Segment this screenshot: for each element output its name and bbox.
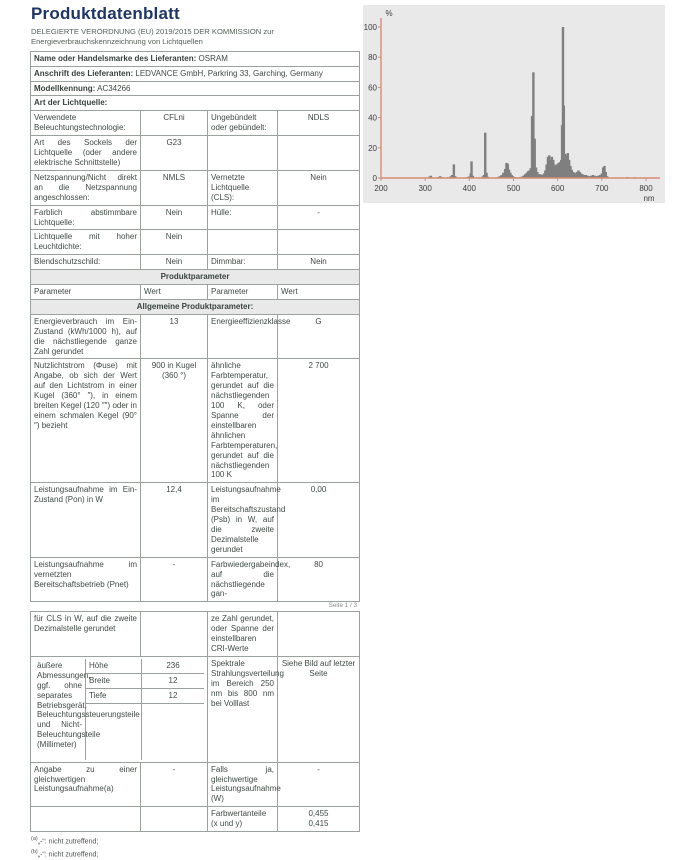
model-cell	[31, 81, 360, 96]
dimensions-row	[31, 656, 360, 762]
chromaticity-y: 0,415	[308, 819, 329, 829]
dimension-value: 236	[142, 659, 204, 674]
param-value: 2 700	[278, 359, 360, 483]
svg-text:20: 20	[368, 143, 377, 153]
section-type-row	[31, 96, 360, 111]
param-value	[141, 612, 208, 657]
table-row	[31, 762, 360, 807]
param-label: Leistungsaufnahme im vernetzten Bereitschaftsbetrieb (Pnet)	[31, 557, 141, 602]
param-value: Nein	[141, 205, 208, 230]
subtitle-line-2: Energieverbrauchskennzeichnung von Lichtquellen	[31, 36, 203, 46]
address-value: LEDVANCE GmbH, Parkring 33, Garching, Germany	[135, 68, 323, 78]
column-header: Parameter	[31, 285, 141, 300]
table-row	[31, 314, 360, 359]
spectral-value: Siehe Bild auf letzter Seite	[278, 656, 360, 762]
svg-text:200: 200	[374, 184, 388, 193]
table-row	[31, 612, 360, 657]
svg-text:300: 300	[418, 184, 432, 193]
param-label: Energieeffizienzklasse	[208, 314, 278, 359]
param-label: Farbwertanteile (x und y)	[208, 807, 278, 832]
param-value: CFLni	[141, 111, 208, 136]
dimension-name: Breite	[86, 674, 142, 689]
param-value: 12,4	[141, 483, 208, 557]
param-label	[208, 136, 278, 171]
svg-text:600: 600	[550, 184, 565, 193]
empty-cell	[141, 807, 208, 832]
svg-text:nm: nm	[643, 194, 655, 203]
param-label: Hülle:	[208, 205, 278, 230]
empty-cell	[31, 807, 141, 832]
section-type-cell	[31, 96, 360, 111]
param-label: Blendschutzschild:	[31, 255, 141, 270]
param-value	[278, 230, 360, 255]
dimensions-label: äußere Abmessungen, ggf. ohne separates Betriebsgerät, Beleuchtungssteuerungsteile und Nicht-Beleuchtungsteile (Millimeter)	[34, 659, 86, 760]
spectrum-svg	[363, 5, 665, 203]
column-header: Parameter	[208, 285, 278, 300]
param-value: 80	[278, 557, 360, 602]
param-value: -	[278, 762, 360, 807]
datasheet-table-page2	[30, 611, 360, 832]
dimension-name: Tiefe	[86, 689, 142, 704]
param-label: Angabe zu einer gleichwertigen Leistungsaufnahme(a)	[31, 762, 141, 807]
param-value: 13	[141, 314, 208, 359]
section-general-band: Allgemeine Produktparameter:	[31, 299, 360, 314]
supplier-row	[31, 51, 360, 66]
section-general-row	[31, 299, 360, 314]
param-value: Nein	[278, 255, 360, 270]
column-header: Wert	[278, 285, 360, 300]
param-label: ähnliche Farbtemperatur, gerundet auf die nächstliegenden 100 K, oder Spanne der einstellbaren ähnlichen Farbtemperaturen, gerundet auf die nächstliegenden 100 K	[208, 359, 278, 483]
param-value: -	[141, 762, 208, 807]
param-value: Nein	[141, 230, 208, 255]
param-label: Leistungsaufnahme im Bereitschaftszustand (Psb) in W, auf die zweite Dezimalstelle gerundet	[208, 483, 278, 557]
regulation-subtitle	[31, 27, 359, 47]
spectral-label: Spektrale Strahlungsverteilung im Bereich 250 nm bis 800 nm bei Volllast	[208, 656, 278, 762]
footnote-a-text: „-“: nicht zutreffend;	[37, 838, 99, 846]
svg-text:80: 80	[368, 53, 377, 63]
footnote-a	[31, 835, 359, 848]
model-label: Modellkennung:	[34, 83, 96, 93]
svg-text:%: %	[385, 9, 393, 18]
section-param-band: Produktparameter	[31, 270, 360, 285]
param-label: Falls ja, gleichwertige Leistungsaufnahme (W)	[208, 762, 278, 807]
address-cell	[31, 66, 360, 81]
svg-text:60: 60	[368, 83, 377, 93]
chromaticity-values	[278, 807, 360, 832]
param-value: G	[278, 314, 360, 359]
param-value: NMLS	[141, 170, 208, 205]
dimension-value: 12	[142, 689, 204, 704]
model-value: AC34266	[97, 83, 131, 93]
param-value: 900 in Kugel (360 °)	[141, 359, 208, 483]
dimensions-filler	[86, 704, 142, 760]
footnote-b-text: „-“: nicht zutreffend;	[37, 850, 99, 858]
page-break	[30, 602, 359, 611]
footnote-b	[31, 848, 359, 860]
table-row	[31, 359, 360, 483]
svg-text:0: 0	[372, 174, 377, 183]
footnote-a-marker: (a)	[31, 836, 38, 843]
table-row	[31, 255, 360, 270]
dimension-value: 12	[142, 674, 204, 689]
param-value: Nein	[278, 170, 360, 205]
param-label: für CLS in W, auf die zweite Dezimalstelle gerundet	[31, 612, 141, 657]
dimension-name: Höhe	[86, 659, 142, 674]
svg-text:400: 400	[462, 184, 477, 193]
param-head-row	[31, 285, 360, 300]
dimensions-filler	[142, 704, 204, 760]
table-row	[31, 483, 360, 557]
address-label: Anschrift des Lieferanten:	[34, 68, 134, 78]
supplier-label: Name oder Handelsmarke des Lieferanten:	[34, 53, 197, 63]
param-value	[278, 612, 360, 657]
param-value: NDLS	[278, 111, 360, 136]
param-label	[208, 230, 278, 255]
section-type-label: Art der Lichtquelle:	[34, 98, 108, 108]
param-label: Leistungsaufnahme im Ein-Zustand (Pon) in W	[31, 483, 141, 557]
datasheet-table-page1	[30, 51, 360, 603]
param-value: -	[278, 205, 360, 230]
param-label: Farbwiedergabeindex, auf die nächstliegende gan-	[208, 557, 278, 602]
table-row	[31, 557, 360, 602]
footnote-b-marker: (b)	[31, 848, 38, 855]
page-number: Seite 1 / 3	[328, 602, 357, 610]
param-value: G23	[141, 136, 208, 171]
param-label: Lichtquelle mit hoher Leuchtdichte:	[31, 230, 141, 255]
svg-text:40: 40	[368, 113, 377, 123]
section-param-row	[31, 270, 360, 285]
svg-text:800: 800	[639, 184, 653, 193]
svg-text:700: 700	[595, 184, 609, 193]
param-label: Verwendete Beleuchtungstechnologie:	[31, 111, 141, 136]
param-label: Energieverbrauch im Ein-Zustand (kWh/1000 h), auf die nächstliegende ganze Zahl gerundet	[31, 314, 141, 359]
param-label: Netzspannung/Nicht direkt an die Netzspannung angeschlossen:	[31, 170, 141, 205]
dimensions-cell	[31, 656, 208, 762]
param-label: ze Zahl gerundet, oder Spanne der einstellbaren CRI-Werte	[208, 612, 278, 657]
param-label: Dimmbar:	[208, 255, 278, 270]
dimensions-grid	[34, 659, 204, 760]
table-row	[31, 230, 360, 255]
table-row	[31, 170, 360, 205]
svg-text:500: 500	[506, 184, 521, 193]
address-row	[31, 66, 360, 81]
supplier-value: OSRAM	[198, 53, 228, 63]
param-label: Nutzlichtstrom (Φuse) mit Angabe, ob sich der Wert auf den Lichtstrom in einer Kugel (360° ″), in einem breiten Kegel (120 ″″) oder in einem schmalen Kegel (90° ″) bezieht	[31, 359, 141, 483]
param-value	[278, 136, 360, 171]
chromaticity-x: 0,455	[308, 809, 329, 819]
param-label: Farblich abstimmbare Lichtquelle:	[31, 205, 141, 230]
table-row	[31, 205, 360, 230]
table-row	[31, 111, 360, 136]
param-label: Art des Sockels der Lichtquelle (oder andere elektrische Schnittstelle)	[31, 136, 141, 171]
subtitle-line-1: DELEGIERTE VERORDNUNG (EU) 2019/2015 DER KOMMISSION zur	[31, 27, 274, 36]
table-row	[31, 807, 360, 832]
param-value: -	[141, 557, 208, 602]
param-label: Vernetzte Lichtquelle (CLS):	[208, 170, 278, 205]
table-row	[31, 136, 360, 171]
spectral-distribution-chart	[363, 5, 665, 203]
model-row	[31, 81, 360, 96]
column-header: Wert	[141, 285, 208, 300]
product-datasheet	[30, 4, 359, 860]
supplier-cell	[31, 51, 360, 66]
svg-text:100: 100	[363, 23, 377, 32]
param-label: Ungebündelt oder gebündelt:	[208, 111, 278, 136]
footnotes	[31, 835, 359, 860]
page-title: Produktdatenblatt	[31, 4, 180, 23]
param-value: 0,00	[278, 483, 360, 557]
param-value: Nein	[141, 255, 208, 270]
